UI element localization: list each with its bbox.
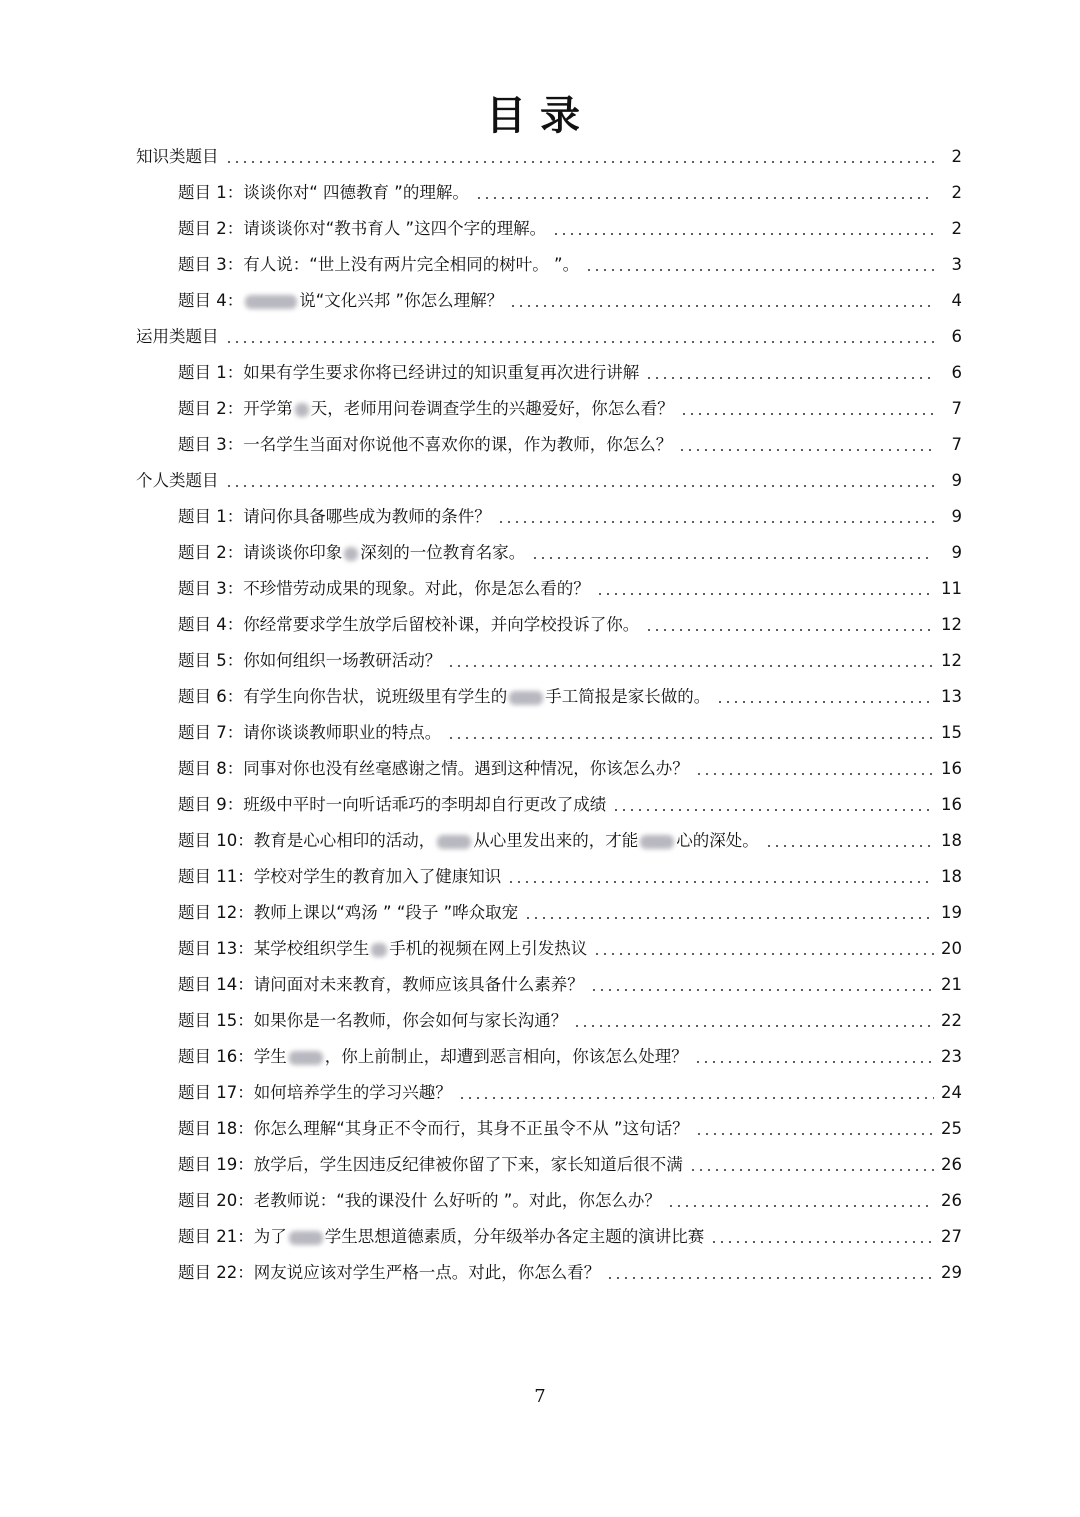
toc-page-number: 18 (941, 831, 962, 850)
toc-item-entry[interactable] (0, 355, 1080, 391)
toc-page-number: 9 (951, 543, 962, 562)
toc-entry-label (136, 147, 225, 167)
toc-entry-text: 题目 5：你如何组织一场教研活动？ (178, 651, 442, 670)
redacted-text-blur (289, 1051, 323, 1065)
toc-page-number: 9 (951, 471, 962, 490)
toc-item-entry[interactable] (0, 967, 1080, 1003)
toc-entry-text: 天，老师用问卷调查学生的兴趣爱好，你怎么看？ (310, 399, 674, 418)
toc-leader-dots (447, 737, 934, 739)
toc-entry-text: 题目 20：老教师说：“我的课没什 么好听的 ”。对此，你怎么办？ (178, 1191, 661, 1210)
toc-leader-dots (680, 413, 934, 415)
toc-page-number: 24 (941, 1083, 962, 1102)
toc-entry-text: 题目 4： (178, 291, 244, 310)
toc-leader-dots (458, 1097, 934, 1099)
page-number: 7 (534, 1386, 546, 1407)
toc-leader-dots (447, 665, 934, 667)
toc-leader-dots (695, 773, 934, 775)
toc-entry-label (178, 507, 497, 527)
toc-page-number: 12 (941, 651, 962, 670)
toc-item-entry[interactable] (0, 1003, 1080, 1039)
toc-entry-label (178, 1263, 606, 1283)
toc-entry-label (178, 219, 552, 239)
toc-entry-label (178, 795, 612, 815)
toc-entry-text: 题目 17：如何培养学生的学习兴趣？ (178, 1083, 452, 1102)
toc-entry-label (178, 543, 531, 563)
toc-leader-dots (531, 557, 934, 559)
redacted-text-blur (640, 835, 674, 849)
toc-item-entry[interactable] (0, 1147, 1080, 1183)
toc-entry-label (178, 903, 524, 923)
toc-entry-text: 题目 3：有人说：“世上没有两片完全相同的树叶。 ”。 (178, 255, 580, 274)
toc-entry-text: 运用类题目 (136, 327, 219, 346)
toc-entry-label (178, 759, 695, 779)
toc-entry-label (178, 867, 507, 887)
toc-entry-text: 题目 6：有学生向你告状，说班级里有学生的 (178, 687, 508, 706)
toc-leader-dots (507, 881, 934, 883)
redacted-text-blur (437, 835, 471, 849)
toc-page-number: 25 (941, 1119, 962, 1138)
toc-entry-label (178, 615, 645, 635)
toc-section-entry[interactable] (0, 139, 1080, 175)
toc-entry-text: 题目 1：请问你具备哪些成为教师的条件？ (178, 507, 491, 526)
toc-leader-dots (689, 1169, 934, 1171)
toc-page-number: 15 (941, 723, 962, 742)
toc-leader-dots (678, 449, 934, 451)
toc-leader-dots (225, 161, 935, 163)
page-title: 目录 (486, 93, 594, 139)
toc-entry-label (136, 327, 225, 347)
toc-item-entry[interactable] (0, 787, 1080, 823)
toc-item-entry[interactable] (0, 571, 1080, 607)
toc-entry-text: 题目 1：如果有学生要求你将已经讲过的知识重复再次进行讲解 (178, 363, 640, 382)
toc-page-number: 3 (951, 255, 962, 274)
toc-entry-text: 题目 14：请问面对未来教育，教师应该具备什么素养？ (178, 975, 584, 994)
toc-leader-dots (552, 233, 934, 235)
toc-entry-text: 题目 1：谈谈你对“ 四德教育 ”的理解。 (178, 183, 469, 202)
toc-page-number: 12 (941, 615, 962, 634)
toc-leader-dots (645, 629, 934, 631)
toc-page-number: 9 (951, 507, 962, 526)
toc-entry-text: 说“文化兴邦 ”你怎么理解？ (299, 291, 504, 310)
toc-leader-dots (590, 989, 934, 991)
toc-page-number: 26 (941, 1155, 962, 1174)
toc-entry-label (178, 399, 680, 419)
toc-leader-dots (716, 701, 934, 703)
toc-page-number: 16 (941, 759, 962, 778)
toc-item-entry[interactable] (0, 1183, 1080, 1219)
toc-item-entry[interactable] (0, 1039, 1080, 1075)
table-of-contents (0, 139, 1080, 1291)
toc-page-number: 6 (951, 327, 962, 346)
toc-entry-text: 题目 15：如果你是一名教师，你会如何与家长沟通？ (178, 1011, 568, 1030)
toc-leader-dots (524, 917, 934, 919)
toc-leader-dots (475, 197, 934, 199)
toc-leader-dots (606, 1277, 934, 1279)
toc-page-number: 26 (941, 1191, 962, 1210)
toc-leader-dots (585, 269, 934, 271)
toc-item-entry[interactable] (0, 607, 1080, 643)
toc-entry-text: ，你上前制止，却遭到恶言相向，你该怎么处理？ (324, 1047, 688, 1066)
toc-item-entry[interactable] (0, 895, 1080, 931)
toc-leader-dots (710, 1241, 934, 1243)
toc-item-entry[interactable] (0, 247, 1080, 283)
toc-page-number: 7 (951, 399, 962, 418)
toc-entry-text: 手机的视频在网上引发热议 (389, 939, 588, 958)
toc-item-entry[interactable] (0, 427, 1080, 463)
toc-page-number: 29 (941, 1263, 962, 1282)
toc-leader-dots (593, 953, 934, 955)
toc-leader-dots (225, 341, 935, 343)
toc-page-number: 4 (951, 291, 962, 310)
toc-section-entry[interactable] (0, 319, 1080, 355)
toc-entry-label (178, 1227, 710, 1247)
toc-entry-label (178, 1191, 667, 1211)
toc-entry-label (178, 579, 596, 599)
toc-item-entry[interactable] (0, 1255, 1080, 1291)
toc-entry-text: 题目 2：开学第 (178, 399, 293, 418)
toc-entry-text: 题目 21：为了 (178, 1227, 287, 1246)
toc-entry-text: 题目 8：同事对你也没有丝毫感谢之情。遇到这种情况，你该怎么办？ (178, 759, 689, 778)
toc-page-number: 19 (941, 903, 962, 922)
toc-leader-dots (645, 377, 934, 379)
toc-leader-dots (225, 485, 935, 487)
toc-item-entry[interactable] (0, 679, 1080, 715)
toc-entry-text: 从心里发出来的，才能 (473, 831, 639, 850)
toc-entry-text: 题目 12：教师上课以“鸡汤 ” “段子 ”哗众取宠 (178, 903, 519, 922)
toc-page-number: 18 (941, 867, 962, 886)
toc-entry-text: 题目 3：一名学生当面对你说他不喜欢你的课，作为教师，你怎么？ (178, 435, 673, 454)
toc-leader-dots (694, 1061, 934, 1063)
toc-entry-label (178, 939, 593, 959)
toc-item-entry[interactable] (0, 1219, 1080, 1255)
toc-entry-text: 手工简报是家长做的。 (545, 687, 711, 706)
toc-item-entry[interactable] (0, 283, 1080, 319)
redacted-text-blur (509, 691, 543, 705)
toc-entry-text: 深刻的一位教育名家。 (360, 543, 526, 562)
toc-page-number: 2 (951, 219, 962, 238)
toc-entry-text: 题目 22：网友说应该对学生严格一点。对此，你怎么看？ (178, 1263, 601, 1282)
toc-entry-label (178, 1119, 695, 1139)
toc-page-number: 27 (941, 1227, 962, 1246)
toc-entry-label (178, 1083, 458, 1103)
toc-leader-dots (765, 845, 934, 847)
toc-page-number: 7 (951, 435, 962, 454)
toc-entry-text: 题目 19：放学后，学生因违反纪律被你留了下来，家长知道后很不满 (178, 1155, 683, 1174)
toc-page-number: 13 (941, 687, 962, 706)
toc-entry-label (178, 723, 447, 743)
toc-item-entry[interactable] (0, 1075, 1080, 1111)
toc-entry-text: 知识类题目 (136, 147, 219, 166)
redacted-text-blur (295, 403, 309, 417)
toc-item-entry[interactable] (0, 175, 1080, 211)
toc-item-entry[interactable] (0, 715, 1080, 751)
toc-entry-text: 题目 7：请你谈谈教师职业的特点。 (178, 723, 442, 742)
toc-leader-dots (612, 809, 934, 811)
redacted-text-blur (289, 1231, 323, 1245)
toc-entry-label (136, 471, 225, 491)
toc-entry-text: 题目 3：不珍惜劳动成果的现象。对此，你是怎么看的？ (178, 579, 590, 598)
toc-entry-label (178, 435, 678, 455)
toc-entry-label (178, 183, 475, 203)
toc-page-number: 23 (941, 1047, 962, 1066)
toc-page-number: 20 (941, 939, 962, 958)
toc-leader-dots (497, 521, 934, 523)
toc-page-number: 22 (941, 1011, 962, 1030)
toc-entry-label (178, 255, 585, 275)
toc-item-entry[interactable] (0, 211, 1080, 247)
toc-entry-text: 个人类题目 (136, 471, 219, 490)
toc-entry-text: 题目 11：学校对学生的教育加入了健康知识 (178, 867, 502, 886)
toc-entry-text: 题目 4：你经常要求学生放学后留校补课，并向学校投诉了你。 (178, 615, 640, 634)
toc-page-number: 16 (941, 795, 962, 814)
redacted-text-blur (245, 295, 297, 309)
toc-item-entry[interactable] (0, 535, 1080, 571)
toc-page-number: 2 (951, 147, 962, 166)
toc-item-entry[interactable] (0, 499, 1080, 535)
toc-entry-text: 题目 13：某学校组织学生 (178, 939, 370, 958)
toc-item-entry[interactable] (0, 643, 1080, 679)
toc-item-entry[interactable] (0, 859, 1080, 895)
toc-entry-label (178, 1047, 694, 1067)
toc-page-number: 11 (941, 579, 962, 598)
toc-entry-text: 心的深处。 (676, 831, 759, 850)
toc-entry-text: 题目 9：班级中平时一向听话乖巧的李明却自行更改了成绩 (178, 795, 607, 814)
toc-entry-text: 题目 18：你怎么理解“其身正不令而行，其身不正虽令不从 ”这句话？ (178, 1119, 689, 1138)
toc-entry-text: 题目 10：教育是心心相印的活动， (178, 831, 436, 850)
toc-entry-text: 学生思想道德素质，分年级举办各定主题的演讲比赛 (324, 1227, 705, 1246)
redacted-text-blur (344, 547, 358, 561)
toc-entry-label (178, 687, 716, 707)
toc-item-entry[interactable] (0, 823, 1080, 859)
toc-entry-label (178, 363, 645, 383)
toc-leader-dots (596, 593, 934, 595)
toc-page-number: 6 (951, 363, 962, 382)
toc-leader-dots (695, 1133, 934, 1135)
toc-entry-label (178, 1155, 689, 1175)
toc-entry-label (178, 1011, 573, 1031)
toc-section-entry[interactable] (0, 463, 1080, 499)
toc-item-entry[interactable] (0, 1111, 1080, 1147)
toc-item-entry[interactable] (0, 391, 1080, 427)
toc-leader-dots (667, 1205, 934, 1207)
redacted-text-blur (371, 943, 387, 957)
toc-entry-text: 题目 2：请谈谈你印象 (178, 543, 343, 562)
toc-leader-dots (573, 1025, 934, 1027)
toc-entry-text: 题目 16：学生 (178, 1047, 287, 1066)
toc-entry-label (178, 651, 447, 671)
toc-entry-label (178, 831, 765, 851)
toc-entry-label (178, 975, 590, 995)
toc-item-entry[interactable] (0, 751, 1080, 787)
toc-entry-label (178, 291, 509, 311)
toc-page-number: 2 (951, 183, 962, 202)
toc-leader-dots (509, 305, 934, 307)
toc-item-entry[interactable] (0, 931, 1080, 967)
toc-page-number: 21 (941, 975, 962, 994)
toc-entry-text: 题目 2：请谈谈你对“教书育人 ”这四个字的理解。 (178, 219, 547, 238)
